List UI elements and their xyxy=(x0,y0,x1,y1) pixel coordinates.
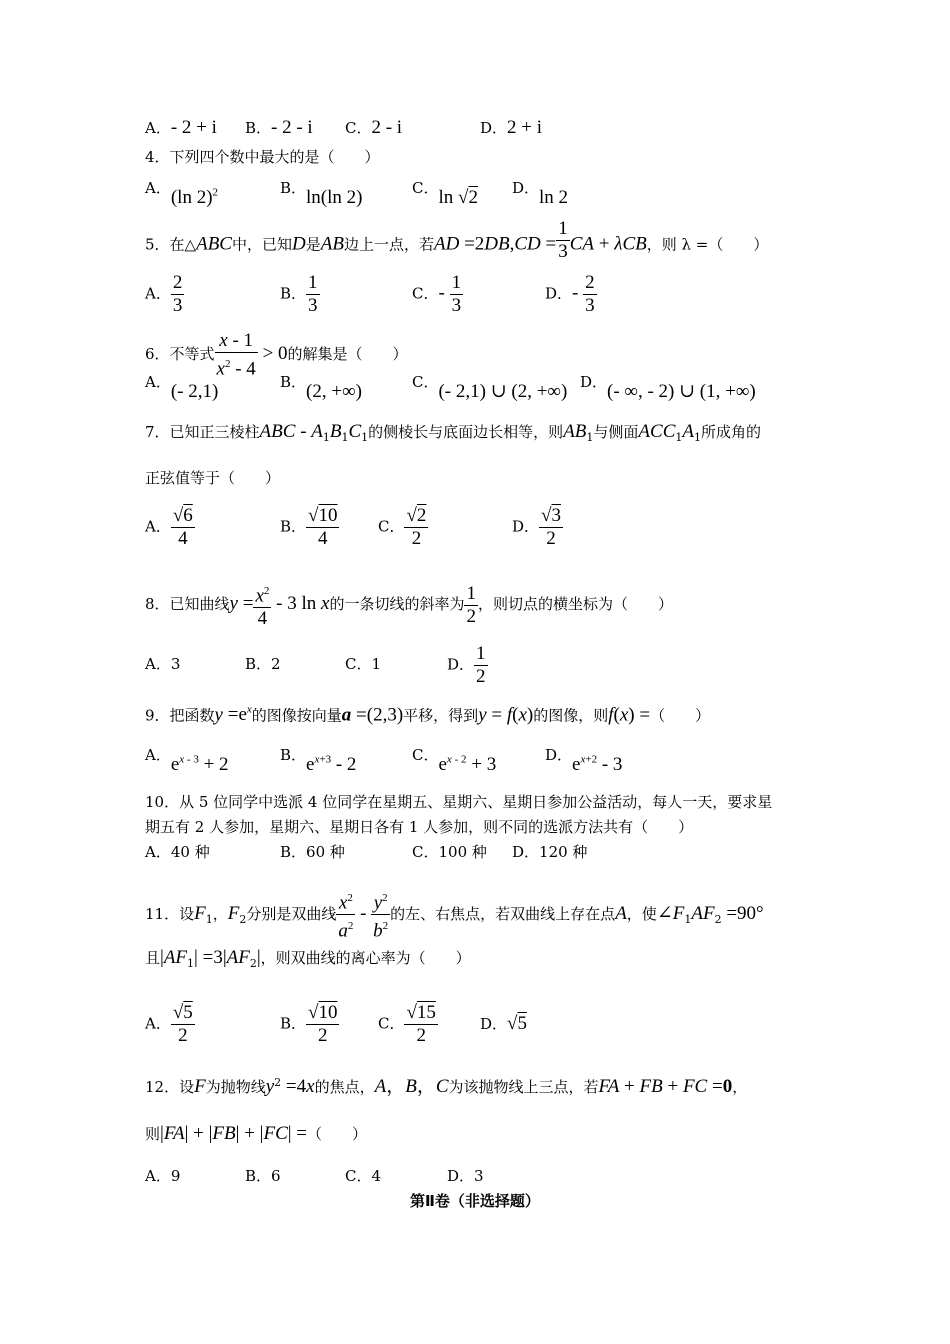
q3-option-a: A．- 2 + i xyxy=(145,117,217,138)
q9-option-c: C．$e^{x - 2} + 3$ xyxy=(412,746,497,775)
q10-stem-line1: 10．从 5 位同学中选派 4 位同学在星期五、星期六、星期日参加公益活动，每人一天，要求星 xyxy=(145,793,773,811)
q12-stem-line2: 则|FA| + |FB| + |FC| =（ ） xyxy=(145,1123,368,1144)
q12-option-c: C．4 xyxy=(345,1167,382,1185)
q5-option-d: D．- $\frac{2}{3}$ xyxy=(545,272,595,316)
q4-stem: 4．下列四个数中最大的是（ ） xyxy=(145,148,380,166)
q5-option-a: A． $\frac{2}{3}$ xyxy=(145,272,183,316)
q7-option-a: A． $\frac{√6}{4}$ xyxy=(145,505,193,549)
q7-option-c: C． $\frac{√2}{2}$ xyxy=(378,505,427,549)
q8-option-d: D． $\frac{1}{2}$ xyxy=(447,643,486,687)
q10-option-d: D．120 种 xyxy=(512,843,588,861)
q7-option-b: B． $\frac{√10}{4}$ xyxy=(280,505,338,549)
q11-stem-line2: 且$|AF_1| =3|AF_2|$，则双曲线的离心率为（ ） xyxy=(145,947,471,970)
q4-option-b: B．ln(ln 2) xyxy=(280,179,363,208)
q12-option-a: A．9 xyxy=(145,1167,181,1185)
q11-stem: 11．设$F_1$，$F_2$分别是双曲线 $\frac{x^2}{a^2}$ - $\frac{y^2}{b^2}$ 的左、右焦点，若双曲线上存在点A，使$\angle F_1AF_2 =90^\circ$ xyxy=(145,887,764,943)
q7-option-d: D． $\frac{√3}{2}$ xyxy=(512,505,561,549)
q8-option-b: B．2 xyxy=(245,655,281,673)
q11-option-a: A． $\frac{√5}{2}$ xyxy=(145,1002,193,1046)
q3-option-b: B．- 2 - i xyxy=(245,117,313,138)
q6-option-a: A．(- 2,1) xyxy=(145,373,219,402)
q9-option-d: D．$e^{x+2} - 3$ xyxy=(545,746,623,775)
q8-option-a: A．3 xyxy=(145,655,181,673)
q11-option-d: D．√5 xyxy=(480,1013,527,1034)
q12-option-d: D．3 xyxy=(447,1167,484,1185)
q6-option-d: D．(- ∞, - 2) ∪ (1, +∞) xyxy=(580,373,756,402)
q3-option-c: C．2 - i xyxy=(345,117,403,138)
q9-stem: 9．把函数$y =e^x$的图像按向量a =(2,3)平移，得到y = f(x)的图像，则f(x) =（ ） xyxy=(145,704,711,726)
q11-option-c: C． $\frac{√15}{2}$ xyxy=(378,1002,436,1046)
q9-option-b: B．$e^{x+3} - 2$ xyxy=(280,746,357,775)
q10-option-c: C．100 种 xyxy=(412,843,487,861)
q6-stem: 6．不等式 $\frac{x - 1}{x^2 - 4}$ > 0的解集是（ ） xyxy=(145,330,408,380)
q7-stem-line2: 正弦值等于（ ） xyxy=(145,469,281,487)
q8-option-c: C．1 xyxy=(345,655,382,673)
q10-option-a: A．40 种 xyxy=(145,843,210,861)
q7-stem: 7．已知正三棱柱ABC - $A_1B_1C_1$的侧棱长与底面边长相等，则$AB_1$与侧面$ACC_1A_1$所成角的 xyxy=(145,421,761,444)
q4-option-d: D．ln 2 xyxy=(512,179,569,208)
q10-stem-line2: 期五有 2 人参加，星期六、星期日各有 1 人参加，则不同的选派方法共有（ ） xyxy=(145,818,694,836)
q5-stem: 5．在△ABC中，已知D是AB边上一点，若AD =2DB,CD = $\frac{1}{3}$ CA + λCB，则 λ =（ ） xyxy=(145,218,769,262)
q8-stem: 8．已知曲线y = $\frac{x^2}{4}$ - 3 ln x的一条切线的斜率为 $\frac{1}{2}$ ，则切点的横坐标为（ ） xyxy=(145,580,673,630)
q5-option-c: C．- $\frac{1}{3}$ xyxy=(412,272,462,316)
q12-option-b: B．6 xyxy=(245,1167,281,1185)
q5-option-b: B． $\frac{1}{3}$ xyxy=(280,272,318,316)
q11-option-b: B． $\frac{√10}{2}$ xyxy=(280,1002,338,1046)
q9-option-a: A．$e^{x - 3} + 2$ xyxy=(145,746,229,775)
q10-option-b: B．60 种 xyxy=(280,843,345,861)
q6-option-c: C．(- 2,1) ∪ (2, +∞) xyxy=(412,373,568,402)
q6-option-b: B．(2, +∞) xyxy=(280,373,362,402)
q3-option-d: D．2 + i xyxy=(480,117,543,138)
q4-option-c: C．ln √2 xyxy=(412,179,478,208)
q4-option-a: A．(ln 2)$^2$ xyxy=(145,179,219,208)
q12-stem: 12．设F为抛物线$y^2 =4x$的焦点，A，B，C为该抛物线上三点，若FA + FB + FC =0， xyxy=(145,1076,748,1097)
section-title: 第Ⅱ卷（非选择题） xyxy=(410,1192,540,1210)
